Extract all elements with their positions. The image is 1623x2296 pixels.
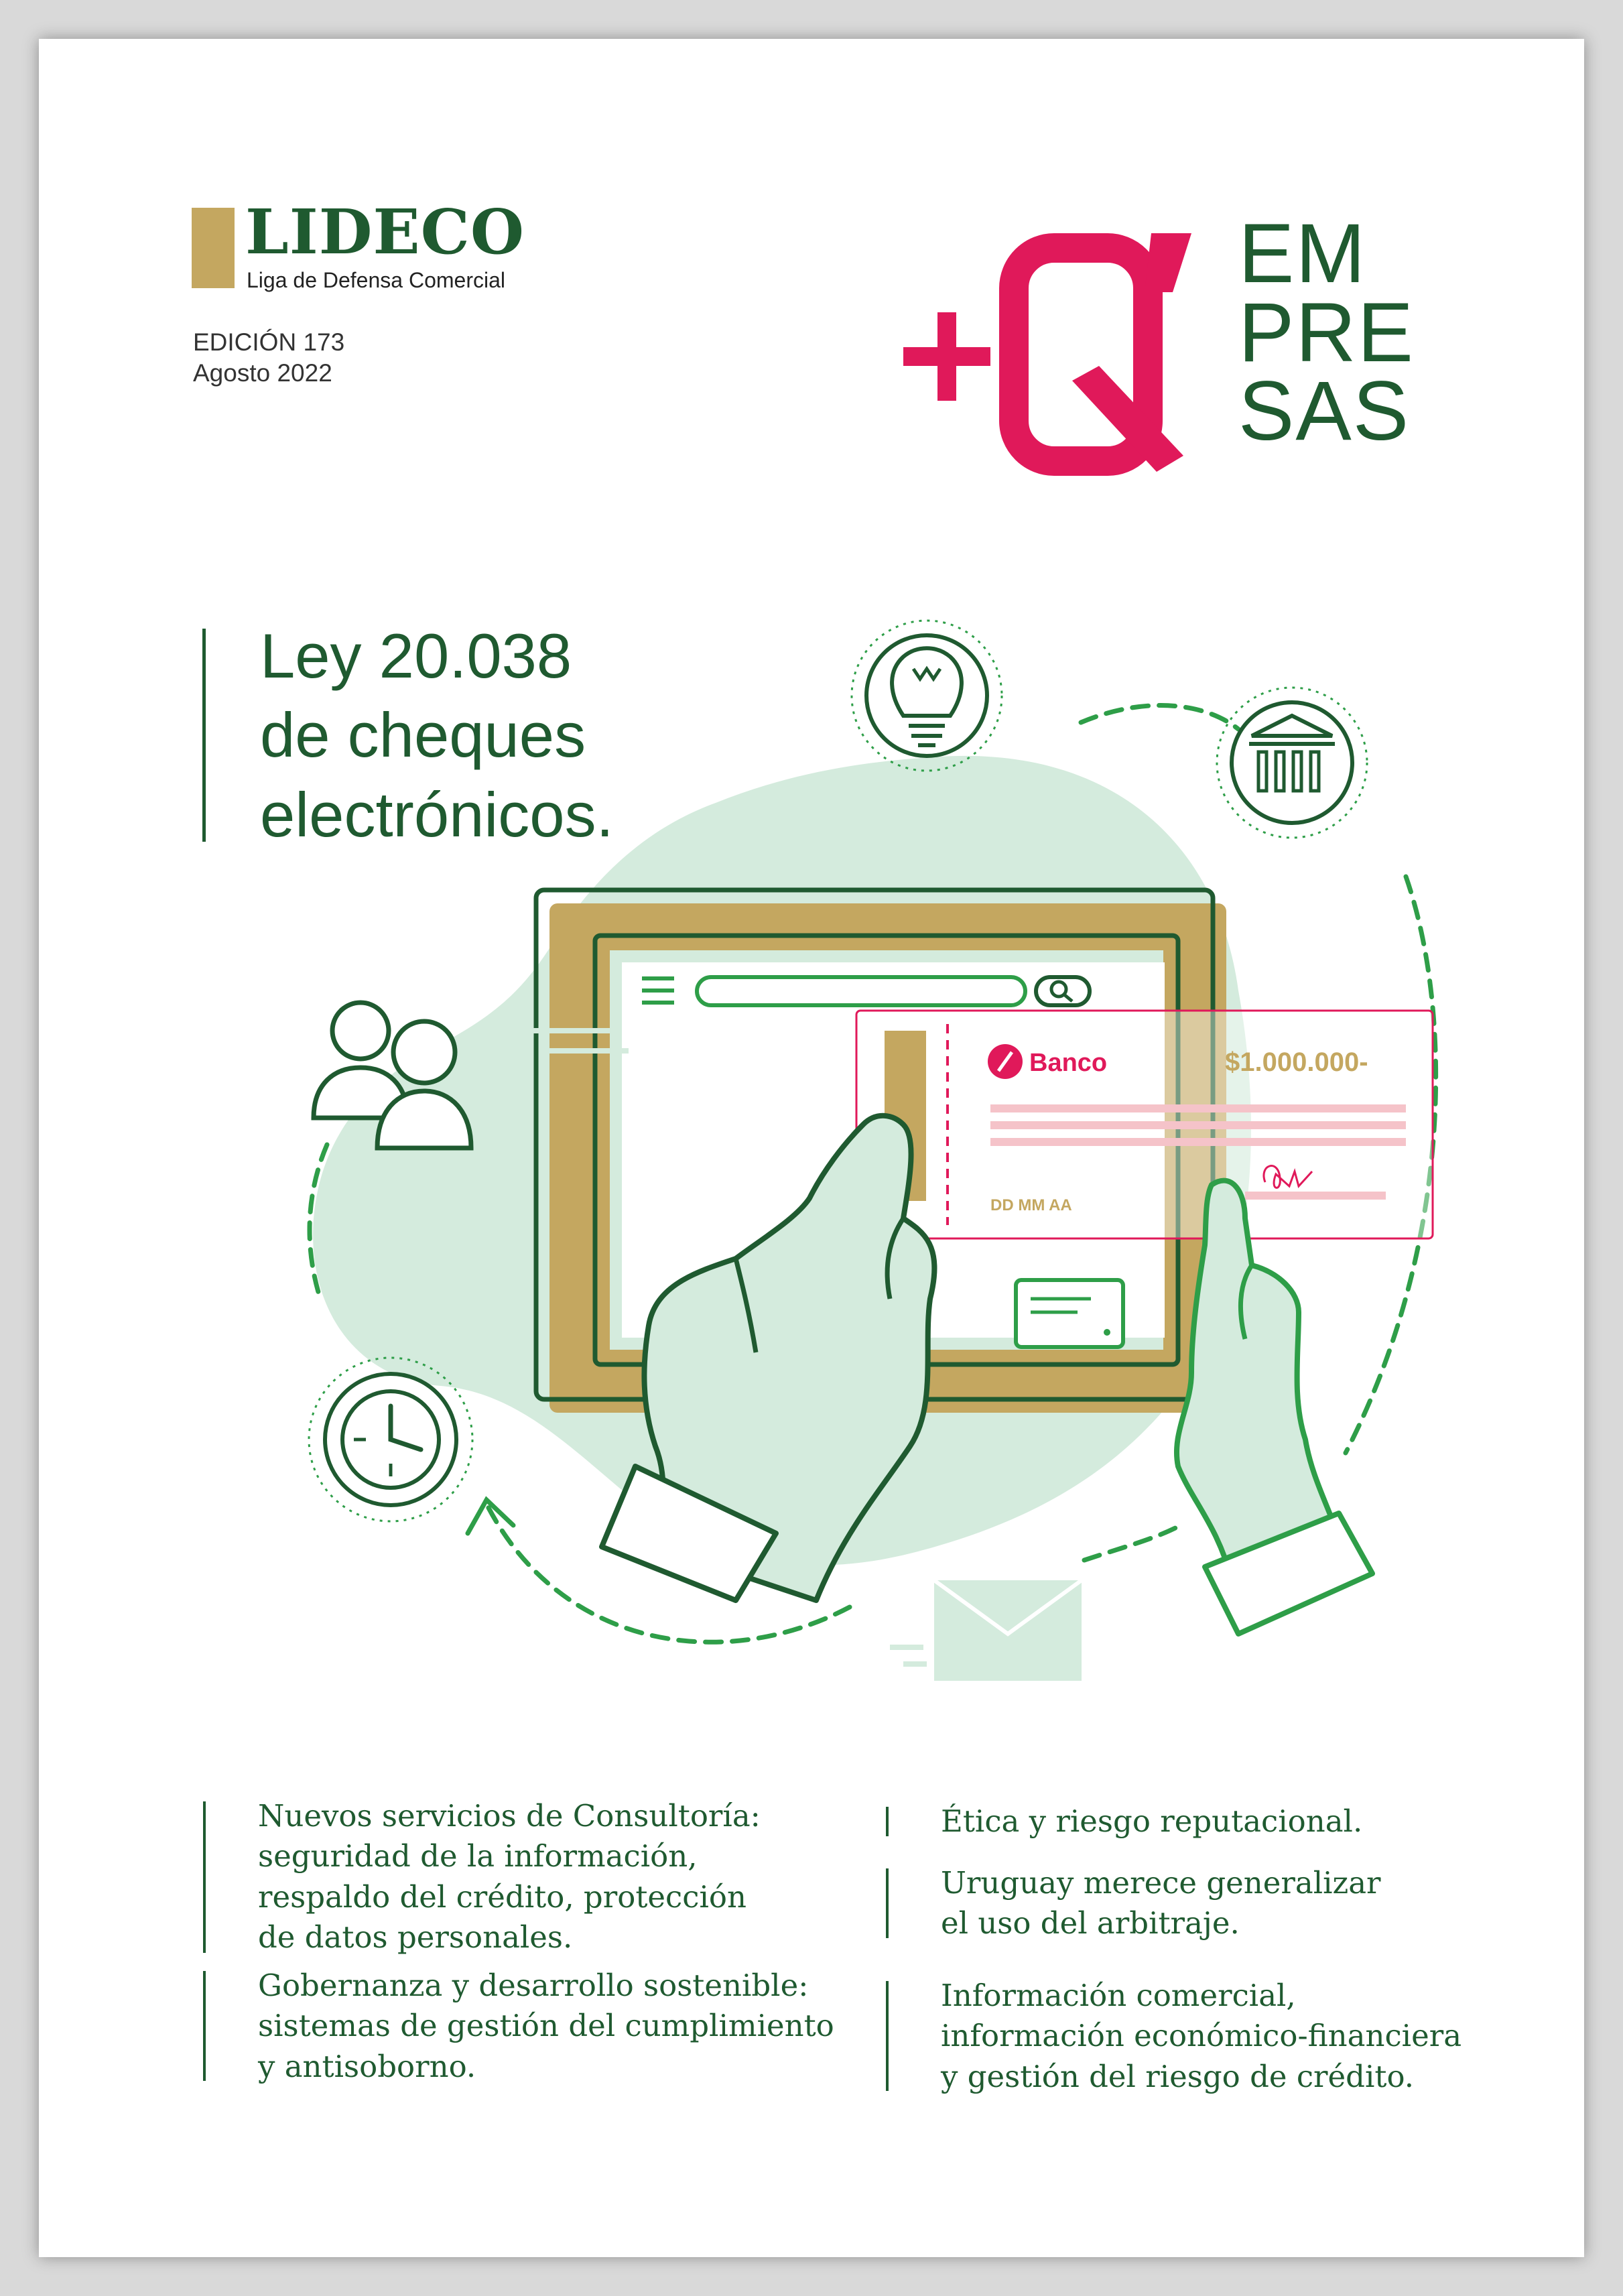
topic-line: Gobernanza y desarrollo sostenible: bbox=[258, 1968, 809, 2003]
topic-line: sistemas de gestión del cumplimiento bbox=[258, 2008, 834, 2044]
topic-text bbox=[941, 1976, 1462, 2097]
headline-line: Ley 20.038 bbox=[260, 621, 572, 691]
headline-line: electrónicos. bbox=[260, 779, 614, 850]
logo-tagline: Liga de Defensa Comercial bbox=[247, 268, 505, 292]
topic-text bbox=[258, 1966, 834, 2087]
topic-bar bbox=[203, 1971, 206, 2081]
topic-bar bbox=[886, 1981, 889, 2091]
topic-line: y gestión del riesgo de crédito. bbox=[941, 2058, 1415, 2094]
dashed-arc bbox=[1084, 1527, 1178, 1560]
topic-line: Ética y riesgo reputacional. bbox=[941, 1803, 1363, 1839]
topic-line: respaldo del crédito, protección bbox=[258, 1878, 746, 1915]
cheque-amount: $1.000.000- bbox=[1225, 1047, 1368, 1077]
edition-number: EDICIÓN 173 bbox=[193, 328, 345, 356]
card-icon bbox=[1016, 1280, 1123, 1347]
edition-date: Agosto 2022 bbox=[193, 359, 332, 387]
bank-logo-icon bbox=[988, 1044, 1023, 1079]
topic-text bbox=[258, 1796, 761, 1958]
topic-line: seguridad de la información, bbox=[258, 1838, 698, 1874]
logo-wordmark: LIDECO bbox=[245, 196, 525, 268]
cheque-bank-name: Banco bbox=[1029, 1049, 1108, 1077]
topic-line: Información comercial, bbox=[941, 1978, 1296, 2013]
cheque bbox=[856, 1011, 1433, 1238]
wordmark-line: PRE bbox=[1238, 285, 1415, 379]
magazine-cover bbox=[39, 39, 1584, 2257]
topic-line: Uruguay merece generalizar bbox=[941, 1865, 1381, 1901]
cheque-date-format: DD MM AA bbox=[990, 1196, 1072, 1214]
right-hand bbox=[1177, 1181, 1372, 1634]
headline-line: de cheques bbox=[260, 700, 586, 771]
topic-line: Nuevos servicios de Consultoría: bbox=[258, 1798, 761, 1834]
topic-bar bbox=[886, 1868, 889, 1938]
wordmark-line: EM bbox=[1238, 207, 1367, 300]
topic-bar bbox=[203, 1801, 206, 1953]
envelope-icon bbox=[890, 1580, 1082, 1681]
topic-line: de datos personales. bbox=[258, 1919, 573, 1955]
bank-building-icon bbox=[1217, 688, 1367, 838]
topic-line: y antisoborno. bbox=[258, 2048, 476, 2084]
topic-line: el uso del arbitraje. bbox=[941, 1905, 1240, 1941]
topic-text bbox=[941, 1801, 1362, 1842]
wordmark-line: SAS bbox=[1238, 365, 1411, 458]
topic-bar bbox=[886, 1807, 889, 1836]
topic-text bbox=[941, 1863, 1381, 1944]
arrow-head bbox=[468, 1500, 513, 1533]
topic-line: información económico-financiera bbox=[941, 2018, 1462, 2054]
lightbulb-icon bbox=[852, 621, 1002, 771]
dashed-arc bbox=[1081, 706, 1238, 729]
